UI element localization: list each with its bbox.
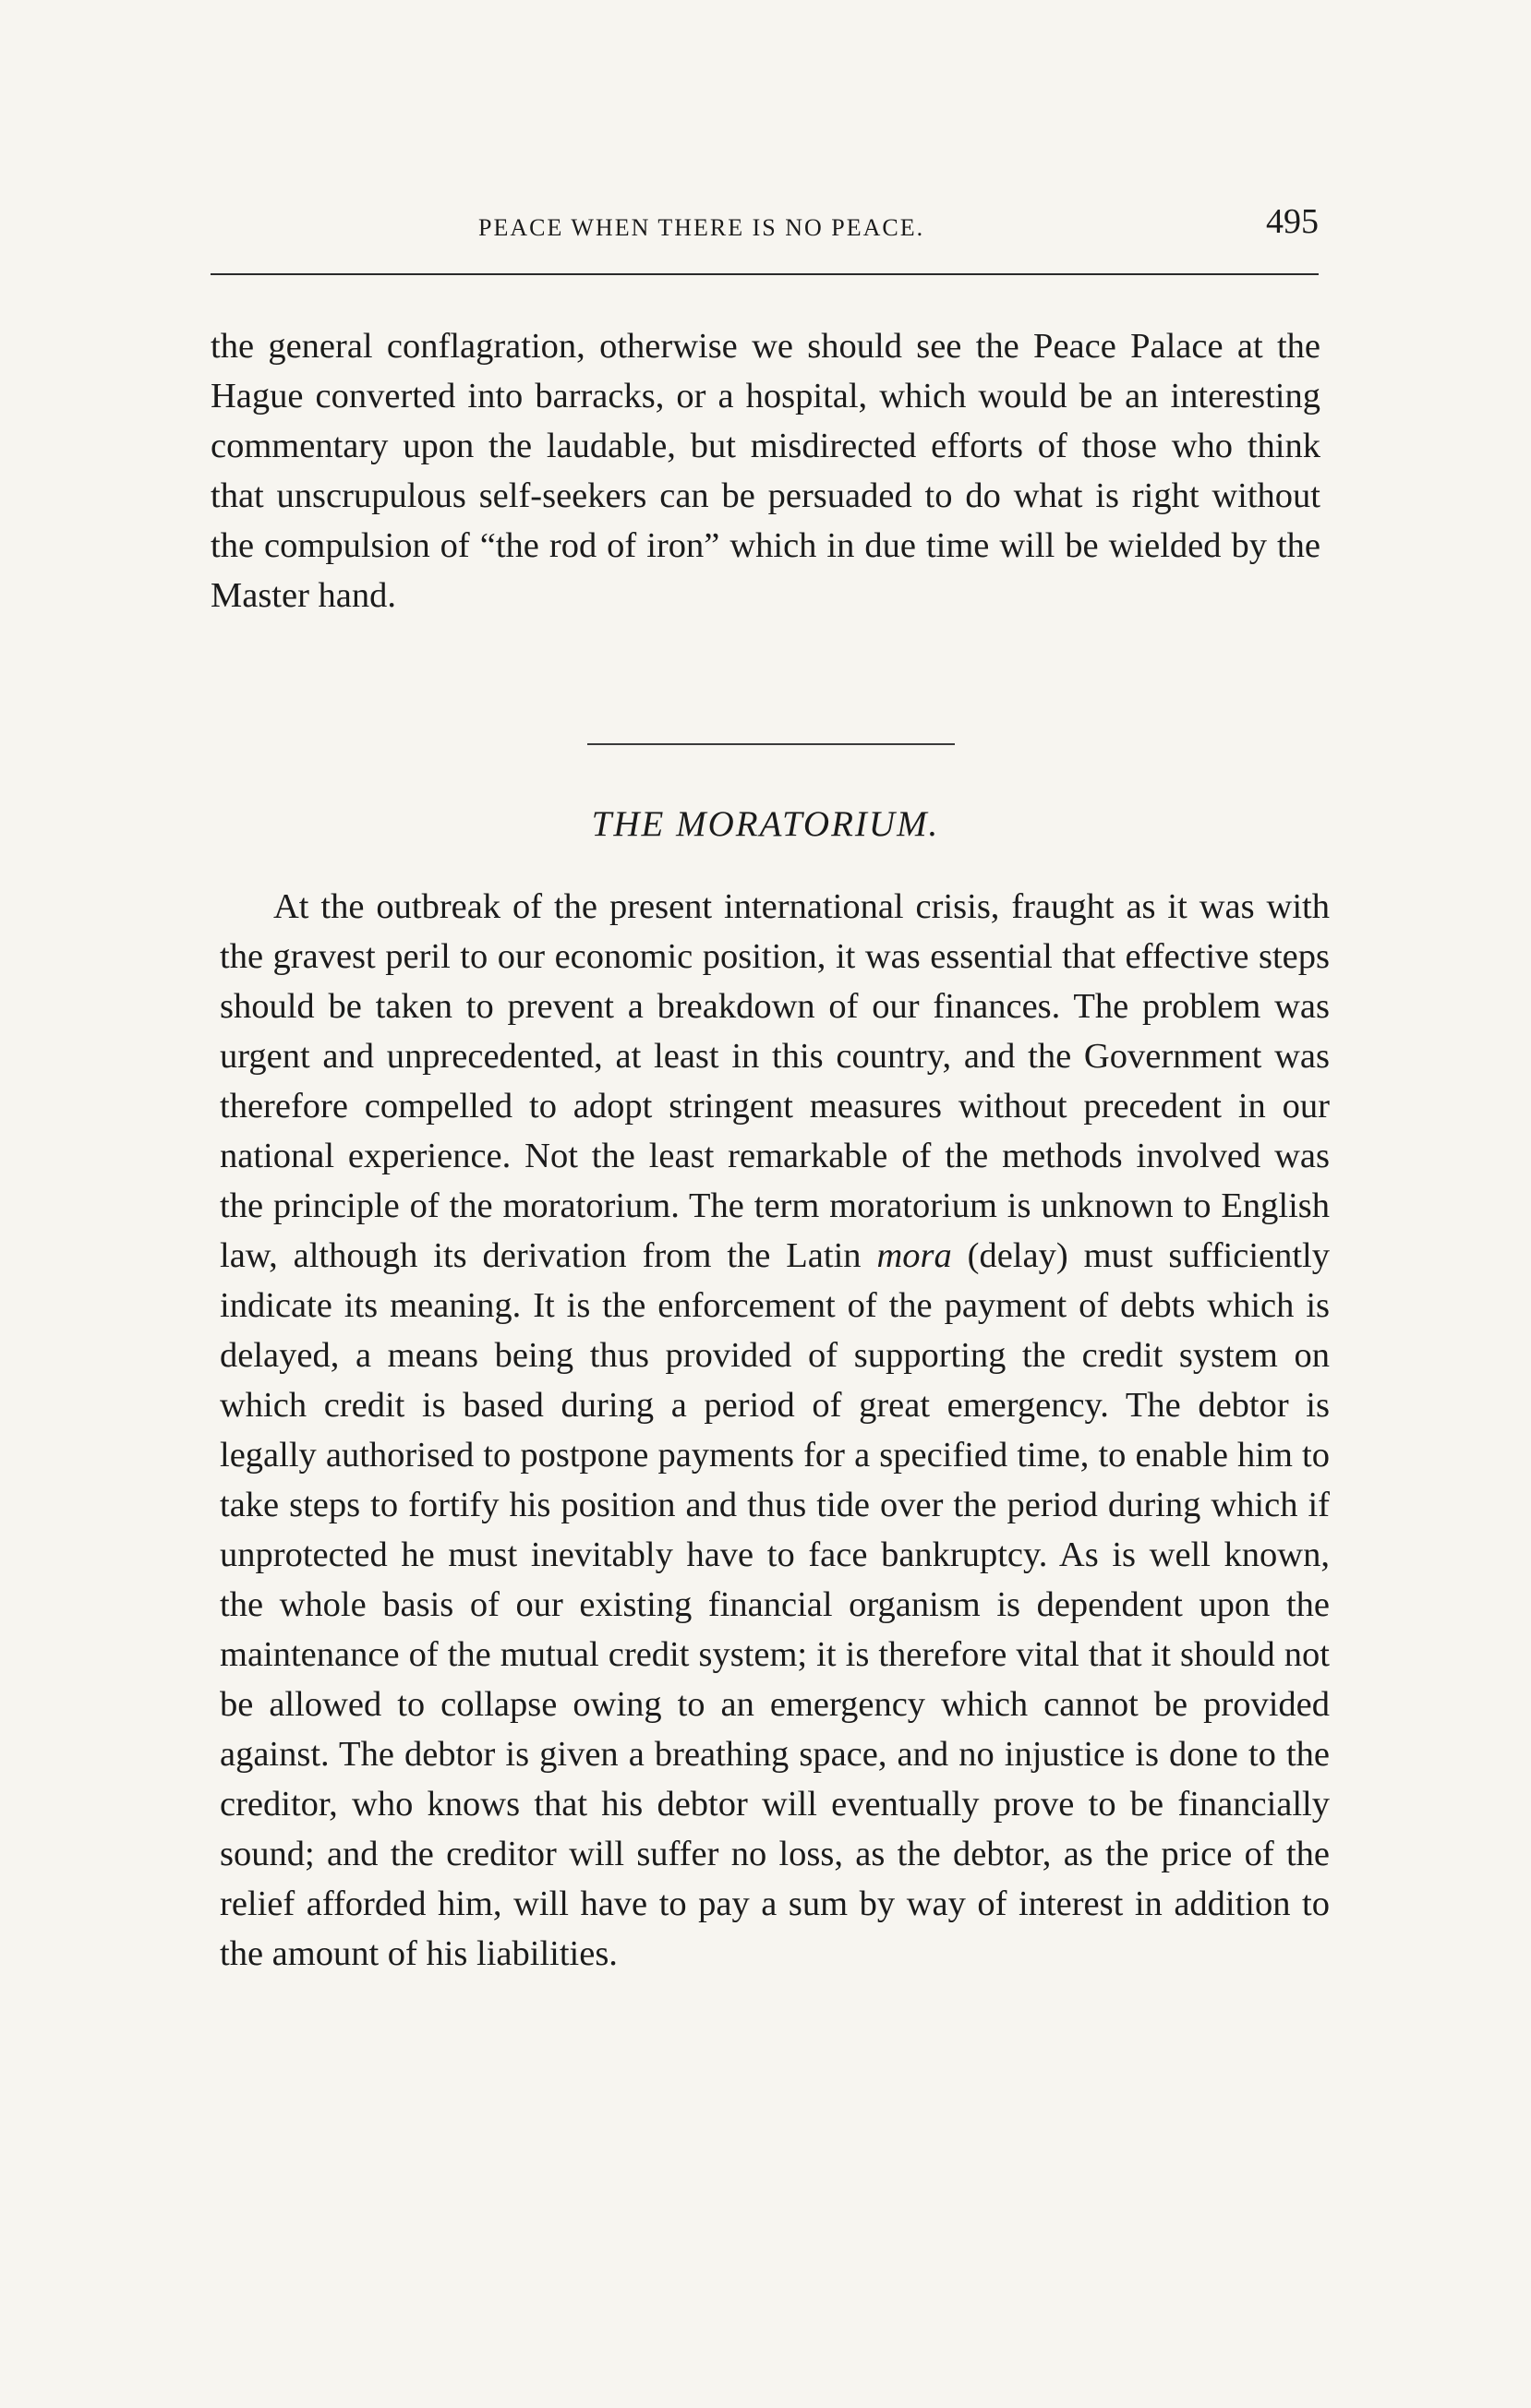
continuation-paragraph: the general conflagration, otherwise we should see the Peace Palace at the Hague converted into barracks, or a hospital, which would be an interesting commentary upon the laudable, but misdirected efforts of those who think that unscrupulous self-seekers can be persuaded to do what is right without the compulsion of “the rod of iron” which in due time will be wielded by the Master hand.: [211, 327, 1320, 615]
paragraph-text-before-emphasis: At the outbreak of the present international crisis, fraught as it was with the gravest peril to our economic position, it was essential that effective steps should be taken to prevent a breakdown of our finances. The problem was urgent and unprecedented, at least in this country, and the Government was therefore compelled to adopt stringent measures without precedent in our national experience. Not the least remarkable of the methods involved was the principle of the moratorium. The term moratorium is unknown to English law, although its derivation from the Latin: [220, 887, 1330, 1275]
section-divider: [587, 743, 955, 745]
section-title: THE MORATORIUM.: [591, 804, 940, 844]
page-number: 495: [1266, 202, 1319, 241]
header-rule: [211, 273, 1319, 275]
moratorium-paragraph: [220, 882, 1330, 1979]
latin-term-emphasis: mora: [876, 1236, 952, 1275]
running-title: PEACE WHEN THERE IS NO PEACE.: [478, 214, 925, 241]
running-head: [211, 201, 1319, 257]
paragraph-text-after-emphasis: (delay) must sufficiently indicate its meaning. It is the enforcement of the payment of debts which is delayed, a means being thus provided of supporting the credit system on which credit is based during a period of great emergency. The debtor is legally authorised to postpone payments for a specified time, to enable him to take steps to fortify his position and thus tide over the period during which if unprotected he must inevitably have to face bankruptcy. As is well known, the whole basis of our existing financial organism is dependent upon the maintenance of the mutual credit system; it is therefore vital that it should not be allowed to collapse owing to an emergency which cannot be provided against. The debtor is given a breathing space, and no injustice is done to the creditor, who knows that his debtor will eventually prove to be financially sound; and the creditor will suffer no loss, as the debtor, as the price of the relief afforded him, will have to pay a sum by way of interest in addition to the amount of his liabilities.: [220, 1236, 1331, 1973]
